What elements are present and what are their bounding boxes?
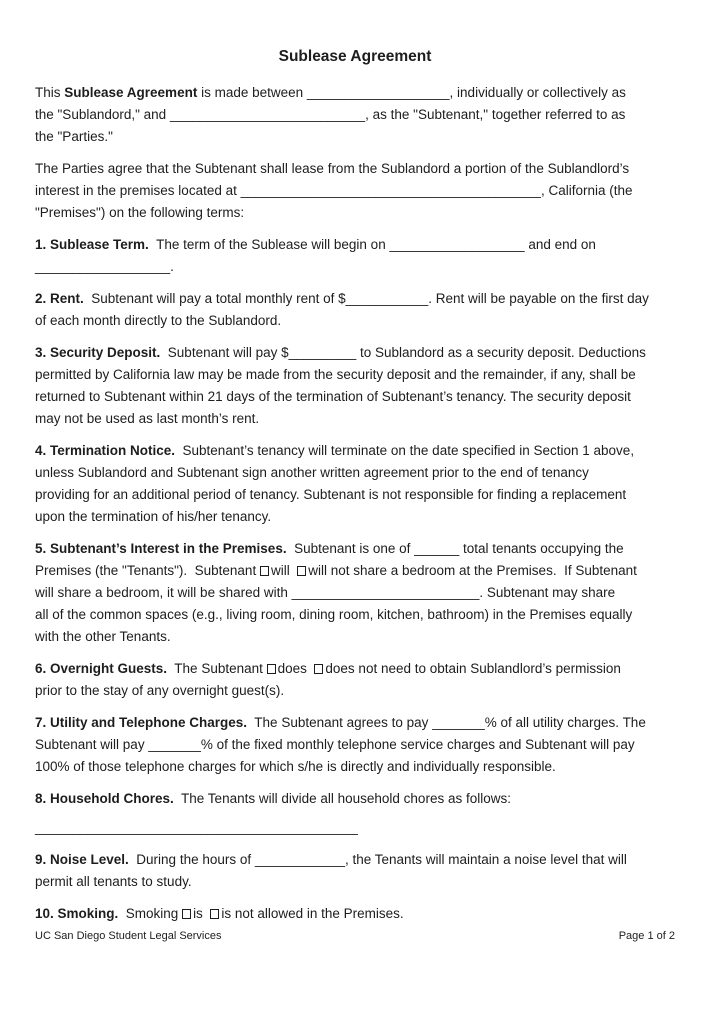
blank-total-tenants[interactable]: ______ xyxy=(414,541,460,556)
blank-household-chores[interactable]: ___________________________________________ xyxy=(35,820,358,835)
text-line xyxy=(35,626,675,648)
text-run: total tenants occupying the xyxy=(459,541,624,556)
paragraph-smoking xyxy=(35,903,675,925)
text-line xyxy=(35,560,675,582)
paragraph-overnight-guests xyxy=(35,658,675,702)
text-line xyxy=(35,871,675,893)
text-run: Subtenant is one of xyxy=(286,541,415,556)
text-run: . xyxy=(170,259,174,274)
text-run: The Subtenant agrees to pay xyxy=(247,715,433,730)
text-run: to Sublandord as a security deposit. Deductions xyxy=(356,345,646,360)
footer-org-name: UC San Diego Student Legal Services xyxy=(35,930,222,942)
text-line xyxy=(35,364,675,386)
text-line xyxy=(35,234,675,256)
text-line xyxy=(35,386,675,408)
page-footer xyxy=(35,929,675,943)
text-run: permitted by California law may be made from the security deposit and the remainder, if any, shall be xyxy=(35,367,636,382)
text-run: permit all tenants to study. xyxy=(35,874,192,889)
document-title: Sublease Agreement xyxy=(278,48,432,65)
bold-text: 4. Termination Notice. xyxy=(35,443,176,458)
bold-text: 2. Rent. xyxy=(35,291,84,306)
blank-premises-address[interactable]: ________________________________________ xyxy=(240,183,541,198)
checkbox-will-share-bedroom[interactable] xyxy=(260,566,269,576)
text-run: will not share a bedroom at the Premises. If Subtenant xyxy=(308,563,637,578)
text-run: the "Sublandord," and xyxy=(35,107,170,122)
text-run: and end on xyxy=(524,237,596,252)
text-run: the "Parties." xyxy=(35,129,113,144)
bold-text: Sublease Agreement xyxy=(64,85,198,100)
paragraph-noise-level xyxy=(35,849,675,893)
bold-text: 7. Utility and Telephone Charges. xyxy=(35,715,248,730)
text-run: is xyxy=(193,906,211,921)
text-line xyxy=(35,506,675,528)
text-line xyxy=(35,158,675,180)
blank-quiet-hours[interactable]: ____________ xyxy=(254,852,345,867)
text-run: does not need to obtain Sublandlord’s permission xyxy=(325,661,621,676)
paragraph-sublease-term xyxy=(35,234,675,278)
text-line xyxy=(35,734,675,756)
text-line xyxy=(35,903,675,925)
text-run: is made between xyxy=(197,85,307,100)
blank-subtenant-name[interactable]: __________________________ xyxy=(169,107,366,122)
text-run: interest in the premises located at xyxy=(35,183,241,198)
paragraph-rent xyxy=(35,288,675,332)
blank-bedroom-sharer[interactable]: _________________________ xyxy=(291,585,480,600)
bold-text: 1. Sublease Term. xyxy=(35,237,149,252)
text-line xyxy=(35,440,675,462)
text-run: , as the "Subtenant," together referred to as xyxy=(365,107,626,122)
bold-text: 10. Smoking. xyxy=(35,906,119,921)
text-run: The Subtenant xyxy=(167,661,267,676)
text-run: Subtenant will pay a total monthly rent of $ xyxy=(83,291,346,306)
text-run: will share a bedroom, it will be shared with xyxy=(35,585,292,600)
text-run: returned to Subtenant within 21 days of the termination of Subtenant’s tenancy. The security deposit xyxy=(35,389,631,404)
text-run: Subtenant will pay $ xyxy=(160,345,289,360)
text-line xyxy=(35,342,675,364)
text-line xyxy=(35,180,675,202)
text-line xyxy=(35,658,675,680)
text-run: , California (the xyxy=(540,183,633,198)
checkbox-does-not-need-permission[interactable] xyxy=(314,664,323,674)
text-run: % of all utility charges. The xyxy=(484,715,646,730)
text-line xyxy=(35,202,675,224)
text-line xyxy=(35,484,675,506)
paragraph-parties xyxy=(35,158,675,224)
text-line xyxy=(35,604,675,626)
paragraph-household-chores xyxy=(35,788,675,839)
text-line xyxy=(35,849,675,871)
text-line xyxy=(35,538,675,560)
text-line xyxy=(35,82,675,104)
checkbox-will-not-share-bedroom[interactable] xyxy=(297,566,306,576)
text-line xyxy=(35,788,675,810)
text-run: of each month directly to the Sublandord. xyxy=(35,313,282,328)
text-run: all of the common spaces (e.g., living room, dining room, kitchen, bathroom) in the Premises equally xyxy=(35,607,633,622)
blank-security-deposit[interactable]: _________ xyxy=(288,345,357,360)
text-run: , individually or collectively as xyxy=(449,85,626,100)
blank-monthly-rent[interactable]: ___________ xyxy=(345,291,429,306)
text-run: This xyxy=(35,85,65,100)
text-run: The Parties agree that the Subtenant shall lease from the Sublandord a portion of the Sublandlord’s xyxy=(35,161,630,176)
bold-text: 5. Subtenant’s Interest in the Premises. xyxy=(35,541,287,556)
text-run: , the Tenants will maintain a noise level that will xyxy=(344,852,627,867)
text-line xyxy=(35,462,675,484)
text-line xyxy=(35,104,675,126)
bold-text: 9. Noise Level. xyxy=(35,852,129,867)
text-run: with the other Tenants. xyxy=(35,629,171,644)
bold-text: 8. Household Chores. xyxy=(35,791,174,806)
blank-end-date[interactable]: __________________ xyxy=(35,259,171,274)
paragraph-intro xyxy=(35,82,675,148)
text-run: Premises (the "Tenants"). Subtenant xyxy=(35,563,260,578)
text-run: 100% of those telephone charges for which s/he is directly and individually responsible. xyxy=(35,759,556,774)
text-run: . Subtenant may share xyxy=(479,585,616,600)
text-run: Smoking xyxy=(118,906,183,921)
text-run: may not be used as last month’s rent. xyxy=(35,411,260,426)
footer-page-number: Page 1 of 2 xyxy=(618,930,675,942)
text-line xyxy=(35,310,675,332)
paragraph-termination-notice xyxy=(35,440,675,528)
text-line xyxy=(35,817,675,839)
text-line xyxy=(35,256,675,278)
bold-text: 6. Overnight Guests. xyxy=(35,661,168,676)
blank-sublandlord-name[interactable]: ___________________ xyxy=(306,85,450,100)
text-run: will xyxy=(270,563,298,578)
text-run: % of the fixed monthly telephone service charges and Subtenant will pay xyxy=(200,737,635,752)
text-run: "Premises") on the following terms: xyxy=(35,205,245,220)
text-line xyxy=(35,288,675,310)
text-line xyxy=(35,756,675,778)
text-run: prior to the stay of any overnight guest(s). xyxy=(35,683,285,698)
text-line xyxy=(35,408,675,430)
blank-telephone-percent[interactable]: _______ xyxy=(148,737,201,752)
text-line xyxy=(35,126,675,148)
blank-utility-percent[interactable]: _______ xyxy=(432,715,485,730)
blank-start-date[interactable]: __________________ xyxy=(389,237,525,252)
paragraph-security-deposit xyxy=(35,342,675,430)
text-run: During the hours of xyxy=(128,852,255,867)
bold-text: 3. Security Deposit. xyxy=(35,345,161,360)
checkbox-does-need-permission[interactable] xyxy=(267,664,276,674)
text-run: . Rent will be payable on the first day xyxy=(428,291,649,306)
text-line xyxy=(35,582,675,604)
text-line xyxy=(35,712,675,734)
text-run: upon the termination of his/her tenancy. xyxy=(35,509,272,524)
checkbox-smoking-allowed[interactable] xyxy=(182,909,191,919)
text-line xyxy=(35,680,675,702)
paragraph-utility-telephone xyxy=(35,712,675,778)
text-run: The term of the Sublease will begin on xyxy=(148,237,390,252)
checkbox-smoking-not-allowed[interactable] xyxy=(210,909,219,919)
text-run: is not allowed in the Premises. xyxy=(221,906,404,921)
text-run: providing for an additional period of tenancy. Subtenant is not responsible for finding a replacement xyxy=(35,487,627,502)
text-run: unless Sublandord and Subtenant sign another written agreement prior to the end of tenancy xyxy=(35,465,589,480)
text-run: does xyxy=(277,661,315,676)
text-run: The Tenants will divide all household chores as follows: xyxy=(173,791,511,806)
text-run: Subtenant’s tenancy will terminate on the date specified in Section 1 above, xyxy=(175,443,635,458)
paragraph-subtenants-interest xyxy=(35,538,675,648)
text-run: Subtenant will pay xyxy=(35,737,149,752)
